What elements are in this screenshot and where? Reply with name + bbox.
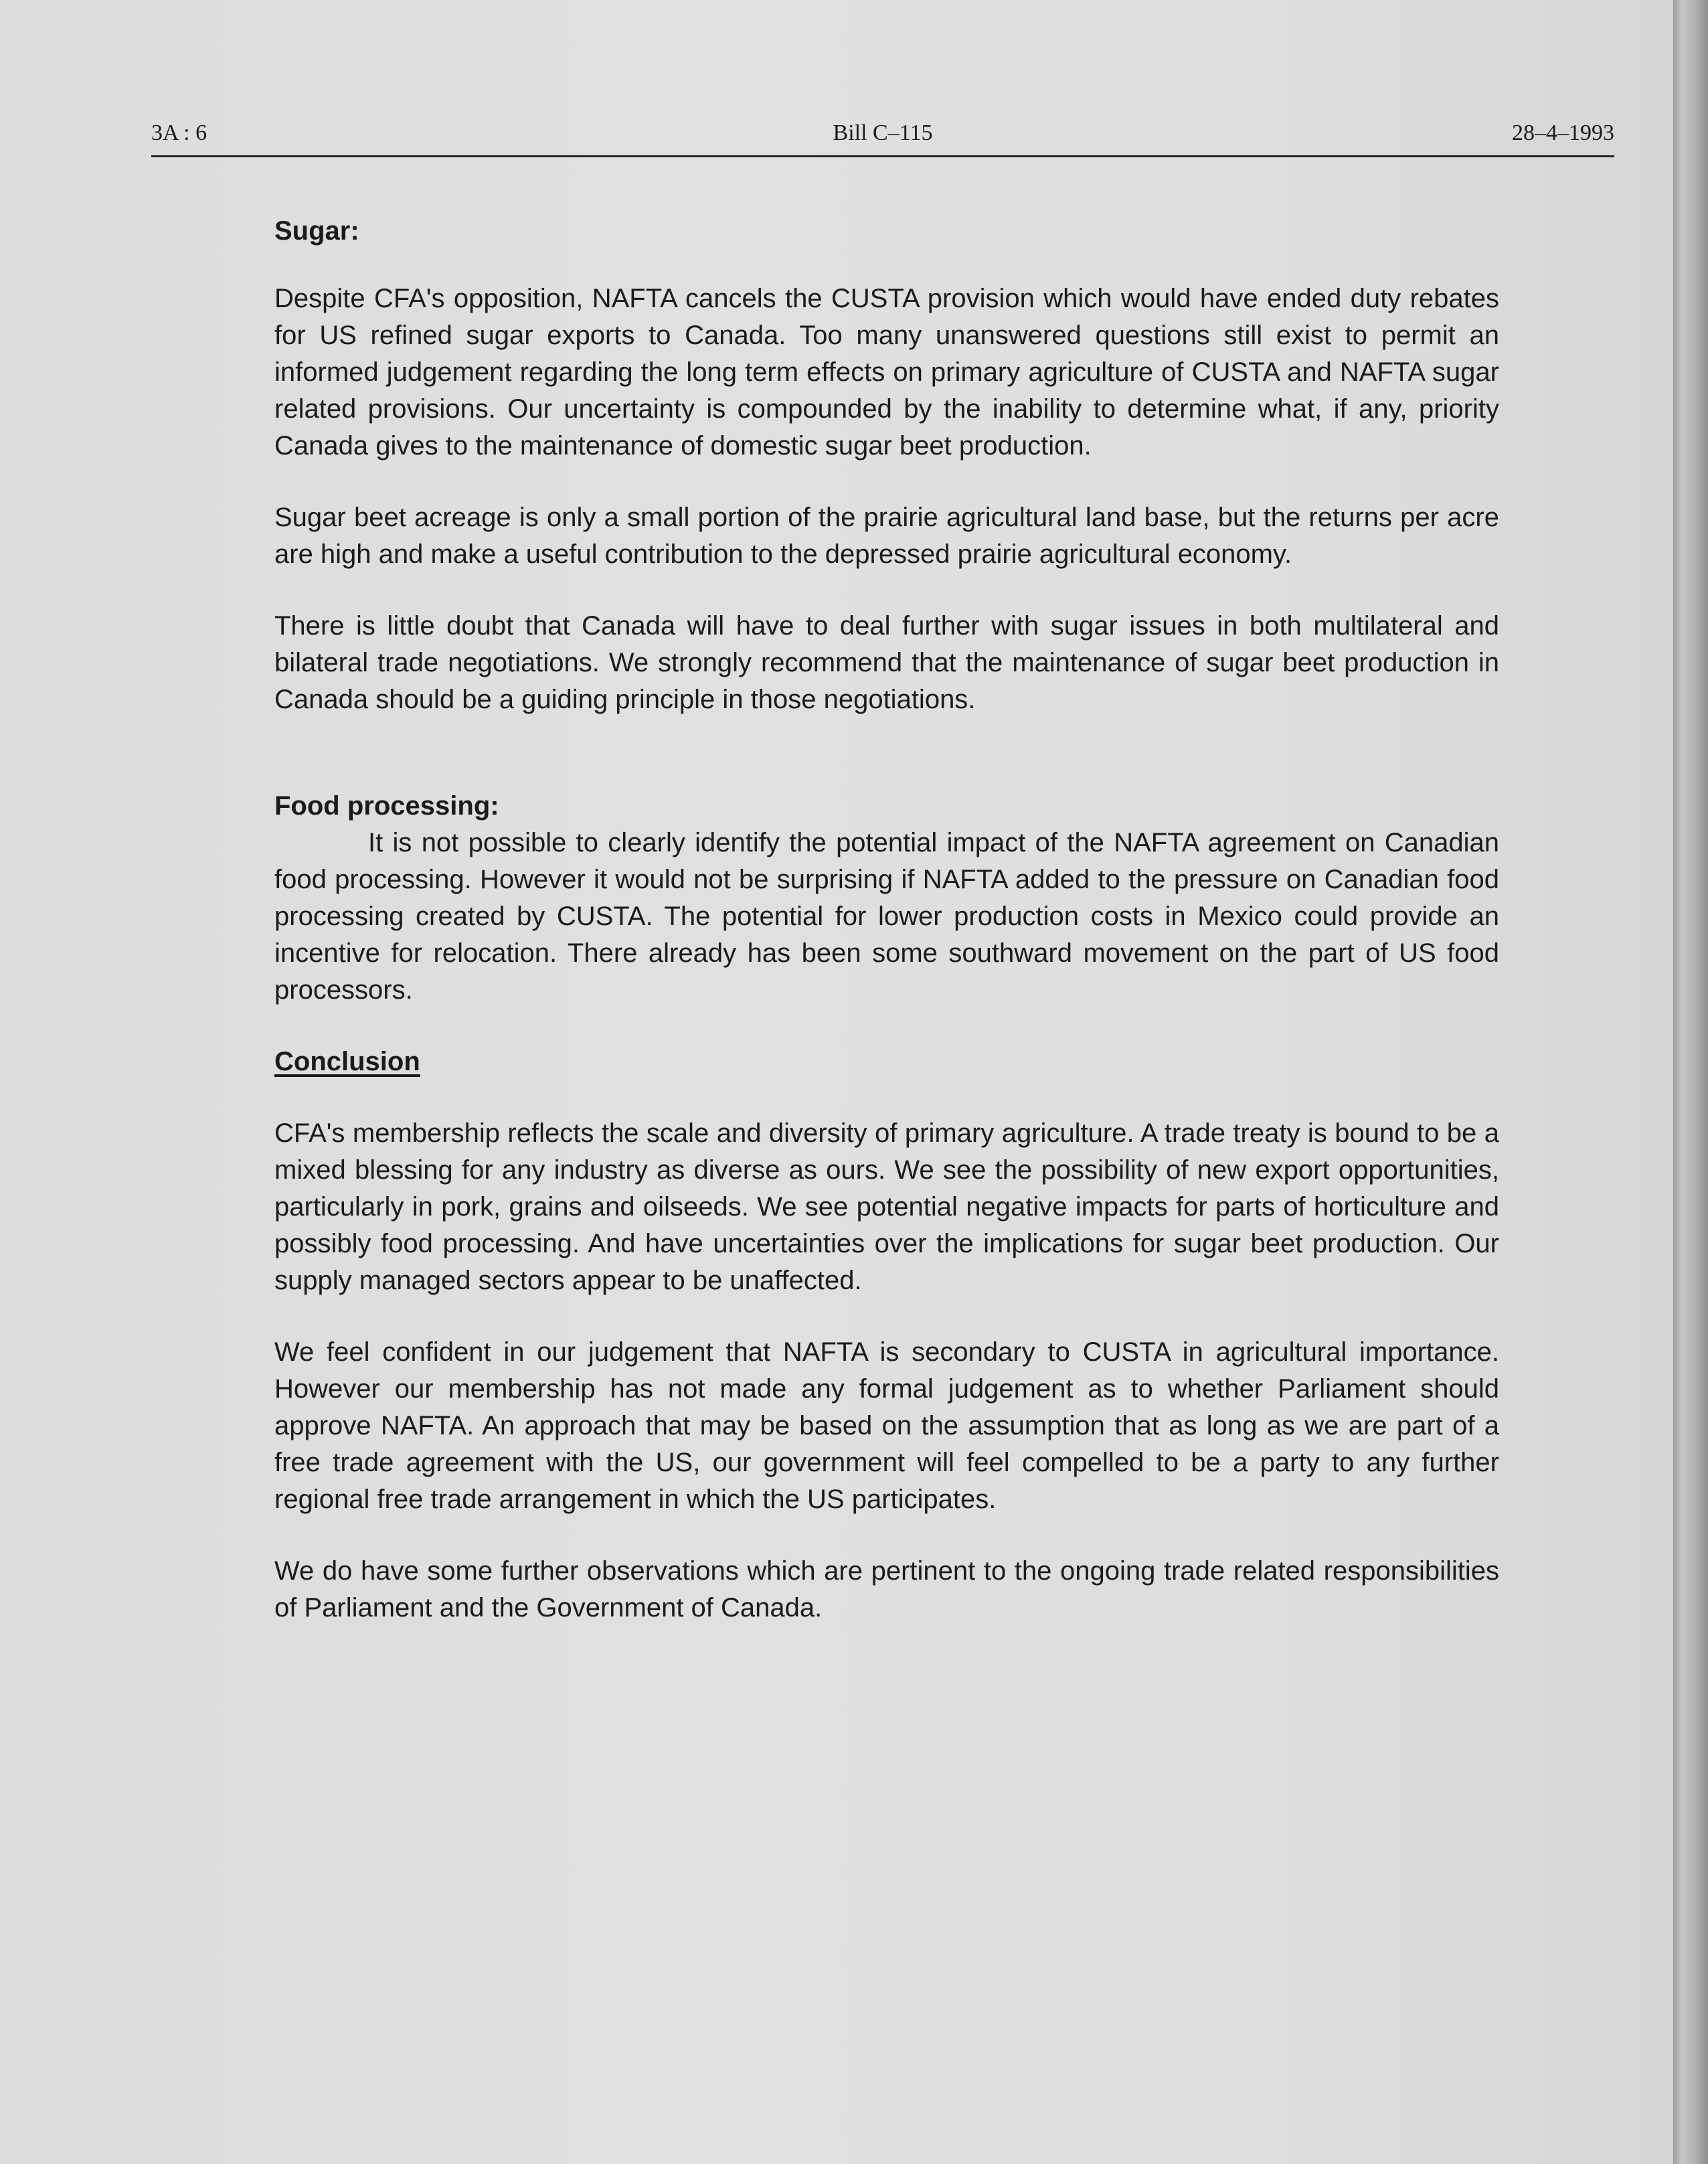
header-rule (151, 155, 1614, 157)
sugar-heading: Sugar: (274, 216, 359, 246)
page-edge-shadow (1673, 0, 1708, 2164)
header-date: 28–4–1993 (1512, 120, 1614, 145)
conclusion-paragraph-3: We do have some further observations which are pertinent to the ongoing trade related responsibilities of Parliament and the Government of Canada. (274, 1556, 1499, 1622)
food-processing-heading: Food processing: (274, 791, 499, 821)
body-text (274, 213, 1499, 1627)
running-header (151, 120, 1614, 158)
conclusion-heading: Conclusion (274, 1047, 420, 1076)
header-bill-title: Bill C–115 (833, 120, 933, 145)
sugar-paragraph-3: There is little doubt that Canada will have to deal further with sugar issues in both multilateral and bilateral trade negotiations. We strongly recommend that the maintenance of sugar beet production in Canada should be a guiding principle in those negotiations. (274, 611, 1499, 714)
header-page-number: 3A : 6 (151, 120, 207, 145)
food-processing-paragraph: It is not possible to clearly identify the potential impact of the NAFTA agreement on Canadian food processing. However it would not be surprising if NAFTA added to the pressure on Canadian food processing created by CUSTA. The potential for lower production costs in Mexico could provide an incentive for relocation. There already has been some southward movement on the part of US food processors. (274, 828, 1499, 1005)
conclusion-paragraph-1: CFA's membership reflects the scale and diversity of primary agriculture. A trade treaty is bound to be a mixed blessing for any industry as diverse as ours. We see the possibility of new export opportunities, particularly in pork, grains and oilseeds. We see potential negative impacts for parts of horticulture and possibly food processing. And have uncertainties over the implications for sugar beet production. Our supply managed sectors appear to be unaffected. (274, 1118, 1499, 1295)
sugar-paragraph-2: Sugar beet acreage is only a small portion of the prairie agricultural land base, but the returns per acre are high and make a useful contribution to the depressed prairie agricultural economy. (274, 503, 1499, 569)
conclusion-paragraph-2: We feel confident in our judgement that NAFTA is secondary to CUSTA in agricultural importance. However our membership has not made any formal judgement as to whether Parliament should approve NAFTA. An approach that may be based on the assumption that as long as we are part of a free trade agreement with the US, our government will feel compelled to be a party to any further regional free trade arrangement in which the US participates. (274, 1337, 1499, 1514)
sugar-paragraph-1: Despite CFA's opposition, NAFTA cancels the CUSTA provision which would have ended duty rebates for US refined sugar exports to Canada. Too many unanswered questions still exist to permit an informed judgement regarding the long term effects on primary agriculture of CUSTA and NAFTA sugar related provisions. Our uncertainty is compounded by the inability to determine what, if any, priority Canada gives to the maintenance of domestic sugar beet production. (274, 284, 1499, 461)
